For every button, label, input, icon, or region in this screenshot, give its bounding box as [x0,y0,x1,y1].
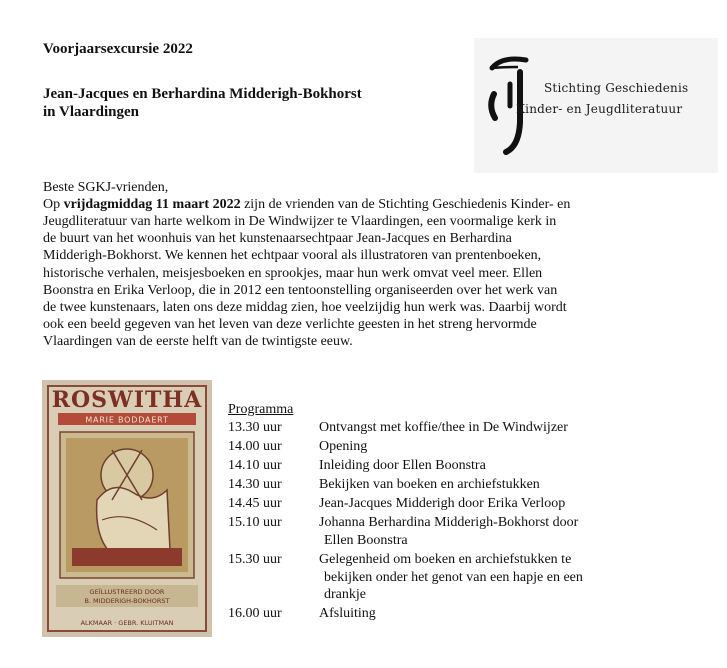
book-caption-line-1: GEÏLLUSTREERD DOOR [89,588,165,596]
logo-text-line-2: Kinder- en Jeugdliteratuur [516,102,683,116]
letter-body-line: Jeugdliteratuur van harte welkom in De Windwijzer te Vlaardingen, een voormalige kerk in [43,214,557,230]
intro-prefix: Op [43,197,64,212]
programme-item [228,419,688,437]
programme-list [228,419,688,625]
programme-description [319,551,688,604]
letter-body-line: de buurt van het woonhuis van het kunstenaarsechtpaar Jean-Jacques en Berhardina [43,231,512,247]
letter-body-line: Vlaardingen van de eerste helft van de twintigste eeuw. [43,334,353,350]
programme-description [319,605,688,623]
programme-description [319,514,688,549]
programme-description [319,476,688,494]
programme-item [228,514,688,549]
programme-item [228,495,688,513]
programme-description-line: Afsluiting [319,606,376,622]
programme-item [228,438,688,456]
subtitle-line-2: in Vlaardingen [43,104,139,120]
programme-description-line: Jean-Jacques Midderigh door Erika Verloop [319,496,566,512]
programme-item [228,457,688,475]
programme-item [228,551,688,604]
programme-description-line: Inleiding door Ellen Boonstra [319,458,486,474]
book-caption-line-2: B. MIDDERIGH-BOKHORST [84,597,170,605]
programme-description [319,438,688,456]
sgkj-logo [474,38,718,173]
letter-greeting: Beste SGKJ-vrienden, [43,180,169,195]
page-title: Voorjaarsexcursie 2022 [43,41,193,57]
programme-time: 13.30 uur [228,420,282,435]
event-date: vrijdagmiddag 11 maart 2022 [63,197,241,212]
book-cover-image [42,380,212,637]
subtitle-line-1: Jean-Jacques en Berhardina Midderigh-Bokhorst [43,86,362,102]
programme-time: 14.45 uur [228,496,282,512]
programme-item [228,605,688,623]
programme-time: 14.30 uur [228,477,282,493]
programme-description-line: Ontvangst met koffie/thee in De Windwijzer [319,420,568,435]
intro-suffix: zijn de vrienden van de Stichting Geschiedenis Kinder- en [240,197,571,212]
programme-description-line: Gelegenheid om boeken en archiefstukken te [319,552,572,568]
book-author: MARIE BODDAERT [85,415,169,425]
logo-text-line-1: Stichting Geschiedenis [544,81,689,95]
letter-body-line: Midderigh-Bokhorst. We kennen het echtpaar vooral als illustratoren van prentenboeken, [43,248,542,264]
programme-description-line: Ellen Boonstra [324,533,408,549]
programme-description [319,419,688,437]
programme-description [319,495,688,513]
programme-description-line: Opening [319,439,368,455]
programme-description-line: bekijken onder het genot van een hapje en een [324,569,583,585]
programme-heading: Programma [228,402,294,417]
book-title: ROSWITHA [51,387,203,413]
letter-body-line-1 [43,196,683,213]
programme-time: 14.00 uur [228,439,282,455]
programme-description-line: drankje [324,587,366,603]
programme-description-line: Johanna Berhardina Midderigh-Bokhorst door [319,515,579,531]
programme-time: 15.10 uur [228,515,282,531]
letter-body-line: de twee kunstenaars, laten ons deze middag zien, hoe veelzijdig hun werk was. Daarbij wordt [43,299,567,315]
programme-time: 14.10 uur [228,458,282,474]
page-subtitle [43,85,463,121]
programme-description [319,457,688,475]
programme-description-line: Bekijken van boeken en archiefstukken [319,477,540,493]
letter-body-line: historische verhalen, meisjesboeken en sprookjes, maar hun werk omvat veel meer. Ellen [43,265,543,281]
book-publisher: ALKMAAR · GEBR. KLUITMAN [80,619,174,627]
letter-body [43,196,683,350]
programme-time: 16.00 uur [228,606,282,622]
programme-item [228,476,688,494]
letter-body-line: ook een beeld gegeven van het leven van deze verlichte geesten in het streng hervormde [43,317,537,333]
letter-body-line: Boonstra en Erika Verloop, die in 2012 een tentoonstelling organiseerden over het werk van [43,282,558,298]
programme-time: 15.30 uur [228,552,282,568]
